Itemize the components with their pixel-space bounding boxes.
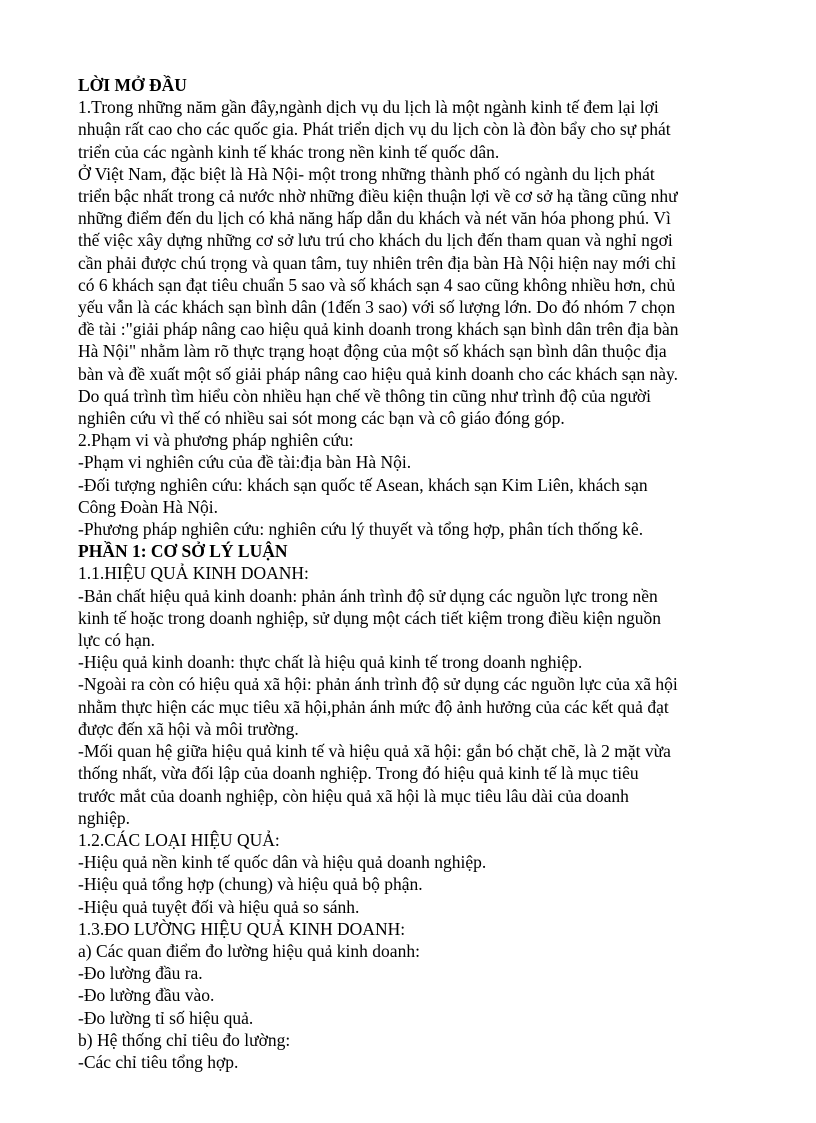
- text-line: bàn và đề xuất một số giải pháp nâng cao hiệu quả kinh doanh cho các khách sạn này.: [78, 363, 678, 384]
- text-line: nhuận rất cao cho các quốc gia. Phát triển dịch vụ du lịch còn là đòn bẩy cho sự phát: [78, 119, 671, 140]
- text-line: -Hiệu quả kinh doanh: thực chất là hiệu quả kinh tế trong doanh nghiệp.: [78, 652, 583, 673]
- text-line: -Đo lường đầu ra.: [78, 963, 203, 984]
- text-line: b) Hệ thống chỉ tiêu đo lường:: [78, 1029, 291, 1050]
- text-line: trước mắt của doanh nghiệp, còn hiệu quả xã hội là mục tiêu lâu dài của doanh: [78, 785, 629, 806]
- text-line: Công Đoàn Hà Nội.: [78, 496, 218, 517]
- text-line: -Hiệu quả tổng hợp (chung) và hiệu quả bộ phận.: [78, 874, 423, 895]
- text-line: có 6 khách sạn đạt tiêu chuẩn 5 sao và số khách sạn 4 sao cũng không nhiều hơn, chủ: [78, 274, 676, 295]
- text-line: triển bậc nhất trong cả nước nhờ những điều kiện thuận lợi về cơ sở hạ tầng cũng như: [78, 186, 678, 207]
- text-line: những điểm đến du lịch có khả năng hấp dẫn du khách và nét văn hóa phong phú. Vì: [78, 208, 671, 229]
- text-line: kinh tế hoặc trong doanh nghiệp, sử dụng một cách tiết kiệm trong điều kiện nguồn: [78, 607, 661, 628]
- text-line: yếu vẫn là các khách sạn bình dân (1đến 3 sao) với số lượng lớn. Do đó nhóm 7 chọn: [78, 297, 676, 318]
- text-line: triển của các ngành kinh tế khác trong nền kinh tế quốc dân.: [78, 141, 500, 162]
- text-line: 1.2.CÁC LOẠI HIỆU QUẢ:: [78, 829, 280, 850]
- section-heading: PHẦN 1: CƠ SỞ LÝ LUẬN: [78, 541, 288, 562]
- text-line: nghiên cứu vì thế có nhiều sai sót mong các bạn và cô giáo đóng góp.: [78, 408, 565, 429]
- text-line: -Các chỉ tiêu tổng hợp.: [78, 1051, 239, 1072]
- section-heading: LỜI MỞ ĐẦU: [78, 75, 187, 95]
- text-line: 1.3.ĐO LƯỜNG HIỆU QUẢ KINH DOANH:: [78, 918, 406, 939]
- text-line: -Hiệu quả tuyệt đối và hiệu quả so sánh.: [78, 896, 360, 917]
- text-line: 2.Phạm vi và phương pháp nghiên cứu:: [78, 430, 354, 451]
- text-line: -Mối quan hệ giữa hiệu quả kinh tế và hiệu quả xã hội: gắn bó chặt chẽ, là 2 mặt vừa: [78, 741, 671, 762]
- text-line: -Hiệu quả nền kinh tế quốc dân và hiệu quả doanh nghiệp.: [78, 852, 487, 873]
- text-line: -Phạm vi nghiên cứu của đề tài:địa bàn Hà Nội.: [78, 452, 412, 473]
- text-line: Do quá trình tìm hiểu còn nhiều hạn chế về thông tin cũng như trình độ của người: [78, 385, 652, 406]
- text-line: Ở Việt Nam, đặc biệt là Hà Nội- một trong những thành phố có ngành du lịch phát: [78, 163, 655, 184]
- text-line: Hà Nội" nhằm làm rõ thực trạng hoạt động của một số khách sạn bình dân thuộc địa: [78, 341, 667, 362]
- text-line: -Phương pháp nghiên cứu: nghiên cứu lý thuyết và tổng hợp, phân tích thống kê.: [78, 519, 644, 540]
- text-line: thống nhất, vừa đối lập của doanh nghiệp. Trong đó hiệu quả kinh tế là mục tiêu: [78, 763, 639, 784]
- document-body: [78, 74, 768, 1073]
- text-line: -Đo lường đầu vào.: [78, 985, 215, 1006]
- text-line: a) Các quan điểm đo lường hiệu quả kinh doanh:: [78, 940, 420, 961]
- text-line: được đến xã hội và môi trường.: [78, 718, 299, 739]
- text-line: lực có hạn.: [78, 630, 156, 651]
- text-line: nhằm thực hiện các mục tiêu xã hội,phản ánh mức độ ảnh hưởng của các kết quả đạt: [78, 696, 669, 717]
- text-line: nghiệp.: [78, 807, 131, 828]
- text-line: 1.Trong những năm gần đây,ngành dịch vụ du lịch là một ngành kinh tế đem lại lợi: [78, 97, 659, 118]
- text-line: -Bản chất hiệu quả kinh doanh: phản ánh trình độ sử dụng các nguồn lực trong nền: [78, 585, 658, 606]
- text-line: thế việc xây dựng những cơ sở lưu trú cho khách du lịch đến tham quan và nghỉ ngơi: [78, 230, 673, 251]
- text-line: cần phải được chú trọng và quan tâm, tuy nhiên trên địa bàn Hà Nội hiện nay mới chỉ: [78, 252, 677, 273]
- text-line: -Đo lường tỉ số hiệu quả.: [78, 1007, 254, 1028]
- text-line: -Ngoài ra còn có hiệu quả xã hội: phản ánh trình độ sử dụng các nguồn lực của xã hội: [78, 674, 678, 695]
- text-line: -Đối tượng nghiên cứu: khách sạn quốc tế Asean, khách sạn Kim Liên, khách sạn: [78, 474, 648, 495]
- text-line: 1.1.HIỆU QUẢ KINH DOANH:: [78, 563, 309, 584]
- text-line: đề tài :"giải pháp nâng cao hiệu quả kinh doanh trong khách sạn bình dân trên địa bàn: [78, 319, 679, 340]
